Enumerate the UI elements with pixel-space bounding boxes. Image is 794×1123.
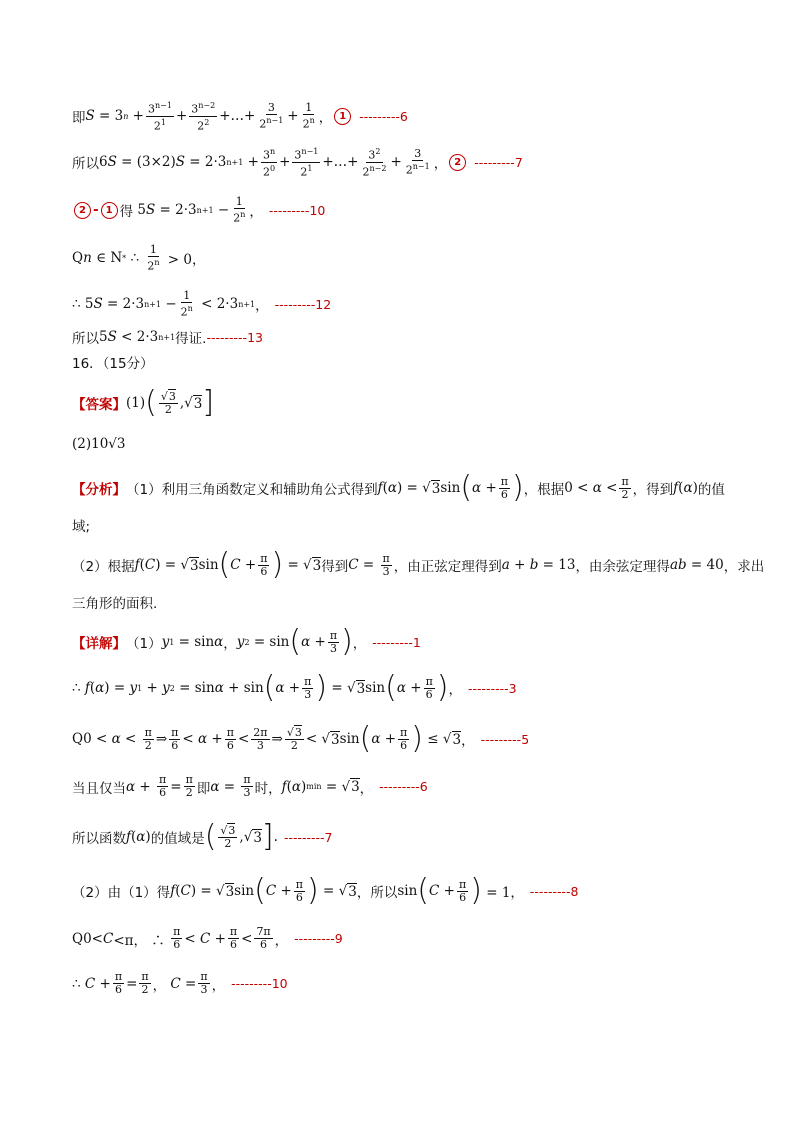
detail-line-3: Q0 < α < $\frac{\pi}{2}$ ⇒ $\frac{\pi}{6}$ < α + $\frac{\pi}{6}$ < $\frac{2\pi}{3}$ ⇒ $\frac{√3}{2}$ < √ 3 sin ( α + $\frac{\pi}{6}$ ) ≤ √ 3 ， ---------5 — [72, 721, 530, 756]
circled-2-icon: 2 — [449, 154, 466, 171]
detail-line-1: 【详解】 （1） y 1 = sin α ， y 2 = sin ( α + $\frac{\pi}{3}$ ) ， ---------1 — [72, 624, 421, 659]
question-number: 16．（15分） — [72, 356, 154, 372]
equation-line-4: Q n ∈ N * ∴ $\frac{1}{2^n}$ > 0， — [72, 243, 206, 273]
equation-line-1: 即 S = 3 n + $\frac{3^{n-1}}{2^1}$ + $\frac{3^{n-2}}{2^2}$ +…+ $\frac{3}{2^{n-1}}$ + $\frac{1}{2^n}$ ， 1 ---------6 — [72, 100, 408, 133]
score-marker: ---------5 — [480, 731, 530, 747]
score-marker: ---------6 — [379, 779, 428, 794]
circled-1-icon: 1 — [334, 108, 351, 125]
equation-line-2: 所以 6 S = (3×2) S = 2·3 n+1 + $\frac{3^n}{2^0}$ + $\frac{3^{n-1}}{2^1}$ +…+ $\frac{3^2}{2^{n-2}}$ + $\frac{3}{2^{n-1}}$ ， 2 ---------7 — [72, 146, 523, 179]
circled-2-icon: 2 — [74, 202, 91, 219]
score-marker: ---------7 — [283, 829, 333, 845]
detail-line-5: 所以函数 f ( α ) 的值域是 ( $\frac{√3}{2}$ ,√ 3 ] . ---------7 — [72, 819, 333, 854]
score-marker: ---------10 — [268, 202, 326, 218]
detail-line-8: ∴ C + $\frac{\pi}{6}$ = $\frac{\pi}{2}$ ， C = $\frac{\pi}{3}$ ， ---------10 — [72, 970, 288, 996]
analysis-line-2-cont: 三角形的面积. — [72, 596, 158, 612]
analysis-tag: 【分析】 — [72, 482, 126, 498]
answer-tag: 【答案】 — [72, 397, 126, 413]
detail-line-4: 当且仅当 α + $\frac{\pi}{6}$ = $\frac{\pi}{2}$ 即 α = $\frac{\pi}{3}$ 时， f ( α ) min = √ 3 ， ---------6 — [72, 773, 428, 799]
detail-tag: 【详解】 — [72, 636, 126, 652]
analysis-line-1: 【分析】 （1）利用三角函数定义和辅助角公式得到 f ( α ) = √ 3 sin ( α + $\frac{\pi}{6}$ ) ，根据 0 < α < $\frac{\pi}{2}$ ，得到 f ( α ) 的值 — [72, 470, 725, 505]
equation-line-3: 2 - 1 得 5 S = 2·3 n+1 − $\frac{1}{2^n}$ ， ---------10 — [72, 196, 734, 225]
answer-line-1: 【答案】 (1) ( $\frac{√3}{2}$ ,√ 3 ] — [72, 385, 215, 420]
score-marker: ---------8 — [529, 883, 579, 899]
score-marker: ---------6 — [359, 108, 408, 124]
answer-line-2: (2)10√3 — [72, 436, 126, 452]
score-marker: ---------9 — [294, 931, 343, 946]
detail-line-2: ∴ f ( α ) = y 1 + y 2 = sin α + sin ( α + $\frac{\pi}{3}$ ) = √ 3 sin ( α + $\frac{\pi}{6}$ ) ， ---------3 — [72, 670, 517, 705]
equation-line-5: ∴ 5 S = 2·3 n+1 − $\frac{1}{2^n}$ < 2·3 n+1 ， ---------12 — [72, 289, 332, 319]
analysis-line-2: （2）根据 f ( C ) = √ 3 sin ( C + $\frac{\pi}{6}$ ) = √ 3 得到 C = $\frac{\pi}{3}$ ，由正弦定理得到 a + b = 13 ，由余弦定理得 ab = 40 ，求出 — [72, 547, 765, 582]
score-marker: ---------12 — [274, 296, 332, 312]
detail-line-7: Q0< C <π， ∴ $\frac{\pi}{6}$ < C + $\frac{\pi}{6}$ < $\frac{7\pi}{6}$ ， ---------9 — [72, 925, 343, 951]
score-marker: ---------13 — [206, 329, 263, 345]
equation-line-6: 所以 5 S < 2·3 n+1 得证. ---------13 — [72, 329, 263, 347]
circled-1-icon: 1 — [101, 202, 118, 219]
analysis-line-1-cont: 域; — [72, 519, 91, 535]
score-marker: ---------7 — [474, 154, 523, 170]
score-marker: ---------3 — [468, 680, 517, 696]
score-marker: ---------1 — [372, 634, 421, 650]
score-marker: ---------10 — [231, 976, 288, 991]
detail-line-6: （2）由（1）得 f ( C ) = √ 3 sin ( C + $\frac{\pi}{6}$ ) = √ 3 ，所以 sin ( C + $\frac{\pi}{6}$ ) = 1， ---------8 — [72, 873, 579, 908]
